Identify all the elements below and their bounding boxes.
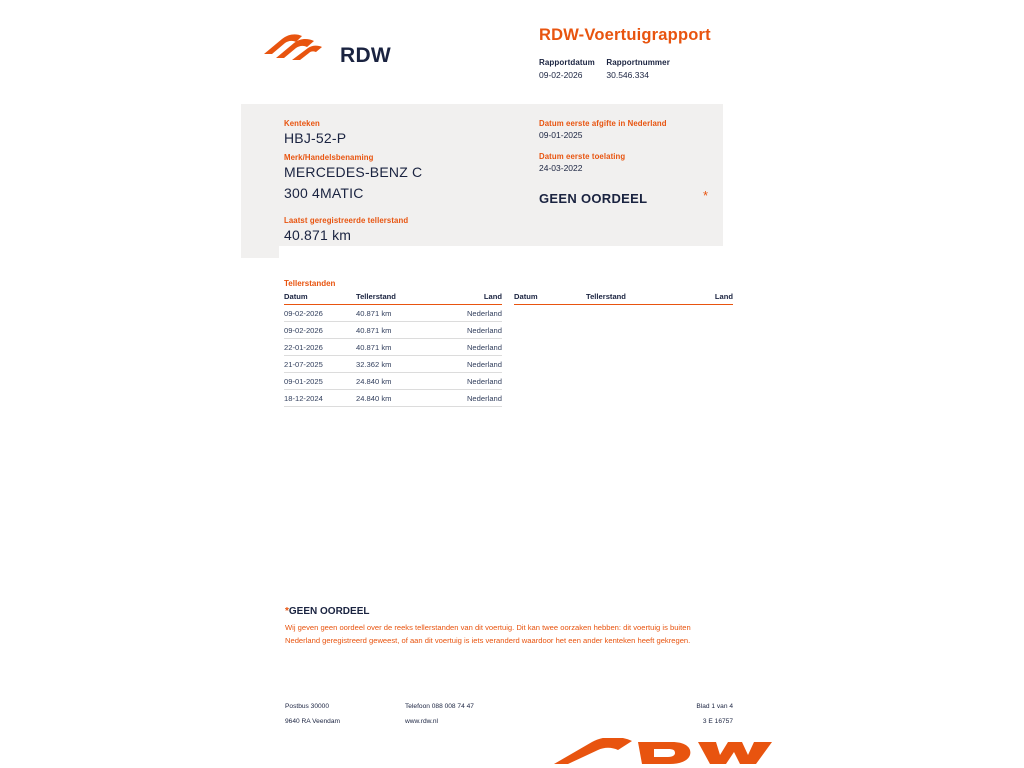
verdict-star: * (703, 188, 709, 203)
column-header-tellerstand: Tellerstand (586, 292, 664, 305)
table-row (284, 356, 502, 373)
first-admission-label: Datum eerste toelating (539, 152, 626, 161)
report-number-block (606, 58, 726, 80)
vehicle-summary-panel (241, 104, 723, 246)
licence-value: HBJ-52-P (284, 130, 347, 146)
column-header-datum: Datum (514, 292, 586, 305)
table-row (284, 305, 502, 322)
footnote-title-text: GEEN OORDEEL (288, 606, 370, 617)
table-row (284, 390, 502, 407)
footer-contact (405, 703, 474, 733)
column-header-datum: Datum (284, 292, 356, 305)
panel-tail (241, 246, 279, 258)
odometer-table-right (514, 292, 733, 305)
brand-label: Merk/Handelsbenaming (284, 153, 374, 162)
cell-datum: 09-02-2026 (284, 322, 356, 339)
footer-address-line1: Postbus 30000 (285, 703, 329, 710)
report-number-label: Rapportnummer (606, 58, 670, 67)
table-header-row (514, 292, 733, 305)
report-number-value: 30.546.334 (606, 70, 649, 80)
cell-land: Nederland (434, 356, 502, 373)
cell-datum: 09-01-2025 (284, 373, 356, 390)
column-header-land: Land (434, 292, 502, 305)
column-header-land: Land (664, 292, 733, 305)
brand-value-line2: 300 4MATIC (284, 185, 364, 201)
column-header-tellerstand: Tellerstand (356, 292, 434, 305)
odometer-table-left (284, 292, 502, 407)
cell-datum: 21-07-2025 (284, 356, 356, 373)
cell-tellerstand: 24.840 km (356, 390, 434, 407)
cell-land: Nederland (434, 305, 502, 322)
cell-datum: 22-01-2026 (284, 339, 356, 356)
report-date-block (539, 58, 604, 80)
footnote-star: * (285, 606, 289, 617)
rdw-logo-icon (262, 30, 330, 64)
page-title: RDW-Voertuigrapport (539, 26, 711, 44)
first-nl-label: Datum eerste afgifte in Nederland (539, 119, 667, 128)
cell-land: Nederland (434, 373, 502, 390)
report-date-value: 09-02-2026 (539, 70, 583, 80)
logo-wordmark: RDW (340, 44, 392, 67)
footnote-title (285, 606, 369, 617)
first-admission-value: 24-03-2022 (539, 163, 583, 173)
cell-tellerstand: 40.871 km (356, 339, 434, 356)
licence-label: Kenteken (284, 119, 320, 128)
footnote-body: Wij geven geen oordeel over de reeks tellerstanden van dit voertuig. Dit kan twee oorzaken hebben: dit voertuig is buiten Nederland geregistreerd geweest, of aan dit voertuig is iets veranderd waardoor het een ander kenteken heeft gekregen. (285, 623, 691, 645)
footer-rdw-logo-icon (552, 738, 784, 768)
cell-datum: 09-02-2026 (284, 305, 356, 322)
table-row (284, 322, 502, 339)
cell-tellerstand: 40.871 km (356, 322, 434, 339)
verdict-text: GEEN OORDEEL (539, 191, 648, 206)
footer-phone: Telefoon 088 008 74 47 (405, 703, 474, 710)
cell-land: Nederland (434, 322, 502, 339)
last-odometer-label: Laatst geregistreerde tellerstand (284, 216, 409, 225)
cell-tellerstand: 40.871 km (356, 305, 434, 322)
footer-page-number: Blad 1 van 4 (696, 703, 733, 710)
footer-website[interactable]: www.rdw.nl (405, 718, 438, 725)
table-row (284, 373, 502, 390)
cell-land: Nederland (434, 339, 502, 356)
footer-page-info (695, 703, 733, 733)
rdw-logo (262, 22, 502, 72)
footer-doc-code: 3 E 16757 (702, 718, 733, 725)
report-date-label: Rapportdatum (539, 58, 595, 67)
report-meta (539, 58, 839, 80)
table-row (284, 339, 502, 356)
footer-address (285, 703, 340, 733)
first-nl-value: 09-01-2025 (539, 130, 583, 140)
odometer-section-title: Tellerstanden (284, 279, 336, 288)
brand-value-line1: MERCEDES-BENZ C (284, 164, 423, 180)
cell-land: Nederland (434, 390, 502, 407)
footer-address-line2: 9640 RA Veendam (285, 718, 340, 725)
cell-tellerstand: 32.362 km (356, 356, 434, 373)
last-odometer-value: 40.871 km (284, 227, 352, 243)
cell-tellerstand: 24.840 km (356, 373, 434, 390)
cell-datum: 18-12-2024 (284, 390, 356, 407)
table-header-row (284, 292, 502, 305)
